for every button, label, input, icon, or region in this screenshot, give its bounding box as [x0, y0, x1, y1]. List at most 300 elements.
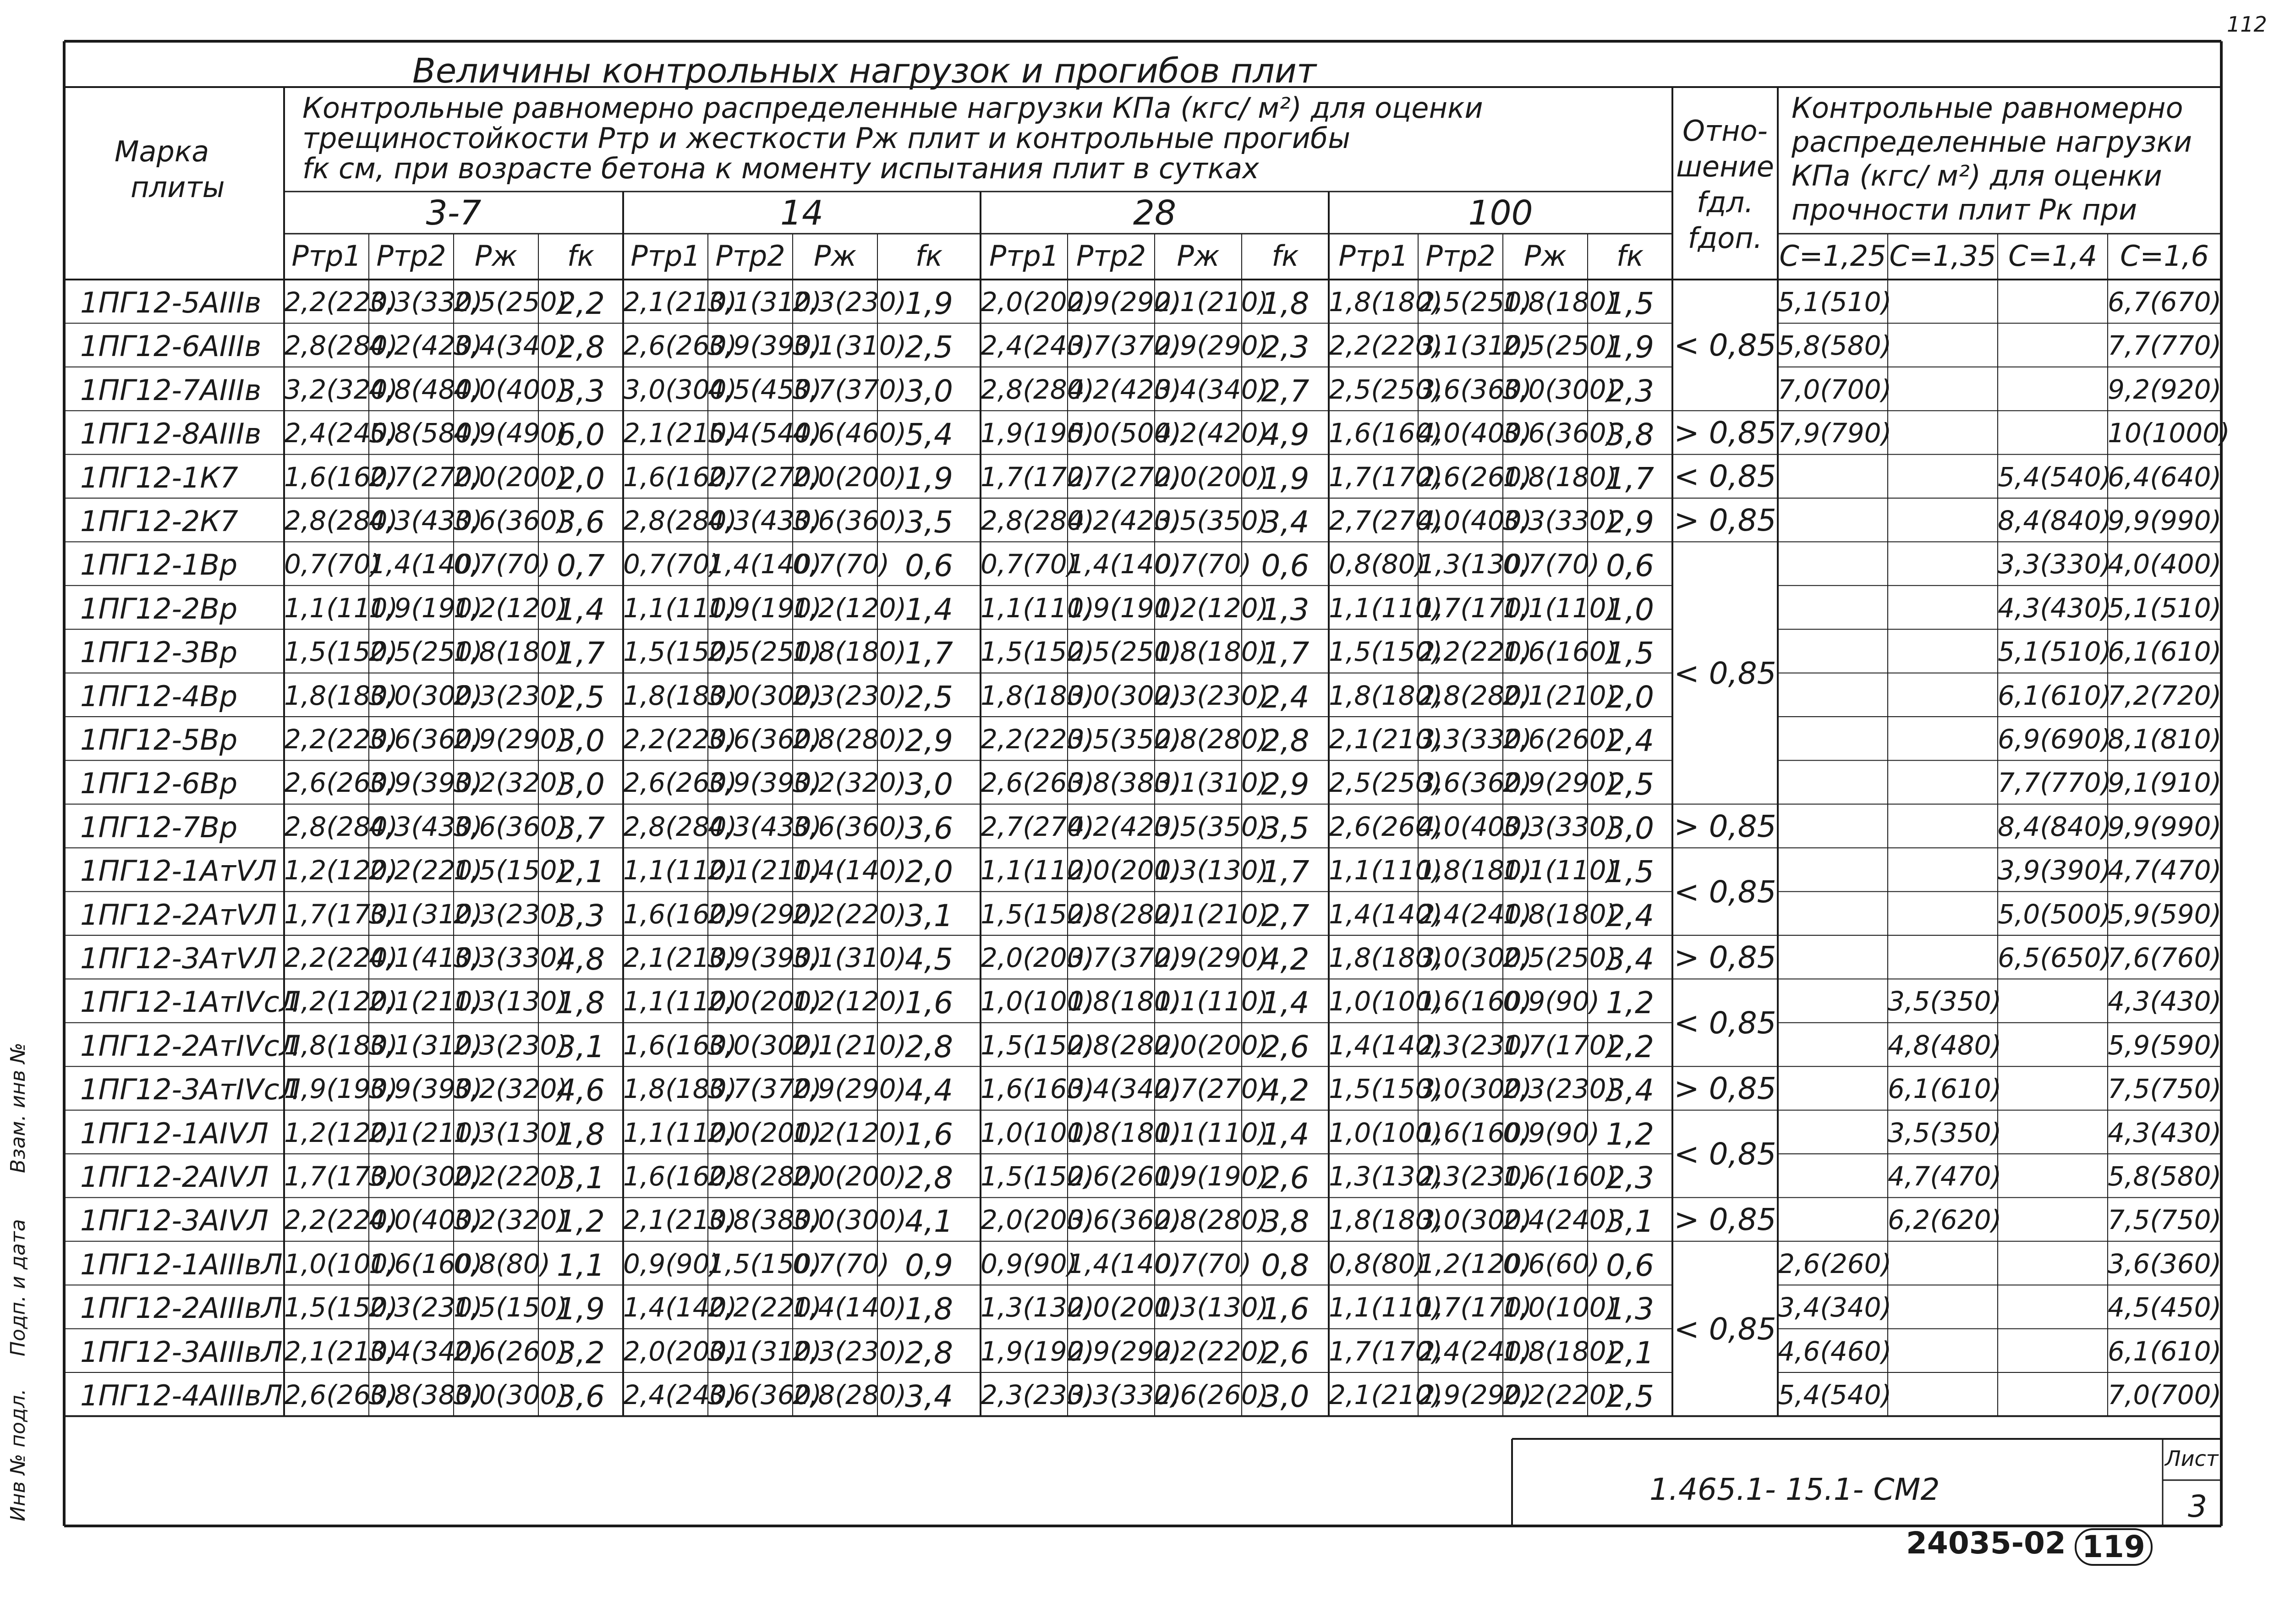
value-cell: 2,8 — [557, 329, 605, 365]
value-cell: 1,5(150) — [454, 855, 568, 886]
strength-cell: 6,1(610) — [2108, 1335, 2222, 1367]
value-cell: 2,5(250) — [1503, 942, 1617, 973]
value-cell: 2,7 — [1261, 898, 1310, 933]
strength-cell: 7,5(750) — [2108, 1073, 2222, 1105]
value-cell: 2,0 — [905, 854, 953, 890]
value-cell: 3,6(360) — [454, 505, 568, 536]
value-cell: 2,6(260) — [284, 1379, 398, 1410]
sub-col-header: Рж — [1523, 239, 1567, 273]
value-cell: 1,4 — [1261, 985, 1310, 1021]
value-cell: 2,5 — [905, 329, 953, 365]
sub-col-header: Ртр1 — [630, 239, 701, 273]
sub-col-header: Ртр2 — [1425, 239, 1496, 273]
value-cell: 2,3(230) — [1418, 1161, 1532, 1192]
ratio-value: < 0,85 — [1674, 874, 1776, 910]
strength-cell: 3,5(350) — [1888, 986, 2002, 1017]
plate-mark: 1ПГ12-5Вр — [80, 723, 238, 757]
value-cell: 2,8 — [905, 1160, 953, 1196]
plate-mark: 1ПГ12-8АIIIв — [80, 417, 262, 451]
value-cell: 0,8(80) — [454, 1248, 551, 1279]
value-cell: 1,6(160) — [623, 898, 737, 930]
value-cell: 1,4(140) — [369, 549, 483, 580]
value-cell: 4,8(480) — [369, 373, 483, 405]
value-cell: 3,7(370) — [793, 373, 907, 405]
value-cell: 1,9(190) — [1155, 1161, 1269, 1192]
value-cell: 2,5(250) — [1418, 286, 1532, 318]
value-cell: 1,1(110) — [1503, 592, 1617, 624]
value-cell: 2,6(260) — [1329, 811, 1443, 842]
value-cell: 3,8(380) — [1068, 767, 1182, 799]
plate-mark: 1ПГ12-1АтVЛ — [80, 854, 277, 888]
value-cell: 2,1(210) — [1329, 724, 1443, 755]
value-cell: 2,7(270) — [981, 811, 1095, 842]
value-cell: 4,8 — [557, 942, 605, 977]
value-cell: 3,6(360) — [708, 724, 822, 755]
value-cell: 1,6 — [1261, 1291, 1310, 1327]
value-cell: 1,4 — [1261, 1116, 1310, 1152]
value-cell: 4,0(400) — [369, 1204, 483, 1236]
value-cell: 1,1(110) — [1329, 592, 1443, 624]
strength-cell: 4,3(430) — [2108, 986, 2222, 1017]
value-cell: 0,9(90) — [981, 1248, 1078, 1279]
value-cell: 2,9 — [1606, 505, 1654, 540]
value-cell: 3,1(310) — [369, 1029, 483, 1061]
strength-cell: 4,5(450) — [2108, 1292, 2222, 1323]
value-cell: 3,3(330) — [1503, 505, 1617, 536]
plate-mark: 1ПГ12-1Вр — [80, 548, 238, 582]
value-cell: 1,9 — [1261, 461, 1310, 496]
stamp-sheet-number: 3 — [2188, 1489, 2207, 1524]
side-label-inv: Инв № подл. — [6, 1388, 30, 1521]
value-cell: 4,1(410) — [369, 942, 483, 973]
value-cell: 1,5(150) — [708, 1248, 822, 1279]
value-cell: 1,3(130) — [454, 1117, 568, 1148]
value-cell: 3,4 — [1606, 1073, 1654, 1108]
value-cell: 2,9(290) — [708, 898, 822, 930]
value-cell: 2,1 — [1606, 1335, 1654, 1371]
sub-col-header: Рж — [1177, 239, 1220, 273]
value-cell: 2,9(290) — [1503, 767, 1617, 799]
value-cell: 3,4(340) — [369, 1335, 483, 1367]
value-cell: 1,6(160) — [1329, 417, 1443, 449]
strength-cell: 4,7(470) — [1888, 1161, 2002, 1192]
plate-mark: 1ПГ12-2Вр — [80, 592, 238, 625]
value-cell: 2,3(230) — [1503, 1073, 1617, 1105]
value-cell: 3,0 — [1606, 810, 1654, 846]
value-cell: 1,8(180) — [1068, 986, 1182, 1017]
value-cell: 2,3 — [1606, 1160, 1654, 1196]
value-cell: 1,5(150) — [981, 1029, 1095, 1061]
value-cell: 2,5(250) — [454, 286, 568, 318]
value-cell: 1,7 — [905, 636, 953, 671]
value-cell: 0,6 — [905, 548, 953, 584]
ratio-value: > 0,85 — [1674, 939, 1776, 975]
value-cell: 1,3(130) — [1155, 855, 1269, 886]
value-cell: 4,2(420) — [1068, 811, 1182, 842]
value-cell: 1,1 — [557, 1247, 605, 1283]
value-cell: 2,2(220) — [1503, 1379, 1617, 1410]
value-cell: 1,8(180) — [1329, 1204, 1443, 1236]
value-cell: 3,7(370) — [1068, 942, 1182, 973]
value-cell: 1,5(150) — [623, 636, 737, 668]
value-cell: 2,4(240) — [1418, 898, 1532, 930]
value-cell: 2,6(260) — [454, 1335, 568, 1367]
value-cell: 1,4 — [905, 592, 953, 627]
value-cell: 2,5(250) — [1068, 636, 1182, 668]
strength-cell: 5,0(500) — [1998, 898, 2112, 930]
value-cell: 2,5(250) — [1329, 373, 1443, 405]
value-cell: 3,0(300) — [1068, 680, 1182, 711]
value-cell: 1,9 — [557, 1291, 605, 1327]
value-cell: 2,0(200) — [793, 461, 907, 493]
value-cell: 2,8(280) — [1155, 724, 1269, 755]
value-cell: 1,6(160) — [1418, 1117, 1532, 1148]
strength-cell: 4,3(430) — [2108, 1117, 2222, 1148]
stamp-sheet-label: Лист — [2165, 1446, 2219, 1471]
value-cell: 2,4 — [1606, 898, 1654, 933]
value-cell: 3,6(360) — [793, 505, 907, 536]
strength-cell: 9,9(990) — [2108, 811, 2222, 842]
value-cell: 2,1(210) — [1503, 680, 1617, 711]
value-cell: 3,5(350) — [1155, 505, 1269, 536]
value-cell: 2,2(220) — [708, 1292, 822, 1323]
plate-mark: 1ПГ12-2АIIIвЛ — [80, 1291, 283, 1325]
side-label-sign: Подп. и дата — [6, 1219, 30, 1356]
value-cell: 1,9(190) — [981, 1335, 1095, 1367]
plate-mark: 1ПГ12-1АтIVсЛ — [80, 985, 301, 1019]
value-cell: 1,8(180) — [284, 680, 398, 711]
sub-col-header: Ртр2 — [715, 239, 785, 273]
ratio-value: > 0,85 — [1674, 1070, 1776, 1106]
plate-mark: 1ПГ12-2К7 — [80, 505, 238, 538]
value-cell: 1,8(180) — [1329, 286, 1443, 318]
value-cell: 2,1(210) — [1329, 1379, 1443, 1410]
value-cell: 4,9 — [1261, 417, 1310, 453]
value-cell: 1,5(150) — [981, 898, 1095, 930]
value-cell: 2,4(240) — [1418, 1335, 1532, 1367]
value-cell: 1,8 — [557, 985, 605, 1021]
value-cell: 2,3(230) — [369, 1292, 483, 1323]
description-line: трещиностойкости Ртр и жесткости Рж плит и контрольные прогибы — [302, 121, 1351, 155]
value-cell: 2,2(220) — [284, 724, 398, 755]
strength-cell: 7,2(720) — [2108, 680, 2222, 711]
value-cell: 1,3(130) — [1155, 1292, 1269, 1323]
value-cell: 3,1(310) — [708, 286, 822, 318]
value-cell: 3,0(300) — [369, 1161, 483, 1192]
value-cell: 2,4 — [1261, 679, 1310, 715]
value-cell: 1,9(190) — [284, 1073, 398, 1105]
value-cell: 0,8(80) — [1329, 549, 1426, 580]
value-cell: 3,7(370) — [708, 1073, 822, 1105]
value-cell: 4,0(400) — [454, 373, 568, 405]
value-cell: 2,3(230) — [454, 1029, 568, 1061]
value-cell: 1,8(180) — [623, 680, 737, 711]
value-cell: 0,8 — [1261, 1247, 1310, 1283]
value-cell: 1,9 — [905, 286, 953, 321]
value-cell: 2,0 — [1606, 679, 1654, 715]
strength-cell: 7,6(760) — [2108, 942, 2222, 973]
plate-mark: 1ПГ12-3АIVЛ — [80, 1204, 269, 1238]
value-cell: 1,9 — [905, 461, 953, 496]
value-cell: 3,0(300) — [708, 680, 822, 711]
value-cell: 2,1(210) — [708, 855, 822, 886]
value-cell: 1,8(180) — [1068, 1117, 1182, 1148]
value-cell: 1,5 — [1606, 286, 1654, 321]
value-cell: 0,7 — [557, 548, 605, 584]
value-cell: 0,7(70) — [284, 549, 381, 580]
value-cell: 1,1(110) — [981, 592, 1095, 624]
strength-header-line: Контрольные равномерно — [1792, 91, 2183, 125]
strength-cell: 4,3(430) — [1998, 592, 2112, 624]
value-cell: 1,1(110) — [1329, 855, 1443, 886]
value-cell: 1,1(110) — [1503, 855, 1617, 886]
strength-cell: 4,0(400) — [2108, 549, 2222, 580]
value-cell: 1,2(120) — [284, 855, 398, 886]
value-cell: 2,3 — [1261, 329, 1310, 365]
value-cell: 4,2(420) — [1068, 505, 1182, 536]
value-cell: 3,0(300) — [623, 373, 737, 405]
value-cell: 2,6(260) — [981, 767, 1095, 799]
plate-mark: 1ПГ12-2АIVЛ — [80, 1160, 269, 1194]
value-cell: 1,6(160) — [623, 1161, 737, 1192]
strength-cell: 5,4(540) — [1778, 1379, 1892, 1410]
strength-cell: 4,7(470) — [2108, 855, 2222, 886]
value-cell: 2,2(220) — [369, 855, 483, 886]
ratio-value: < 0,85 — [1674, 328, 1776, 363]
value-cell: 0,7(70) — [454, 549, 551, 580]
ratio-header-line: шение — [1676, 150, 1774, 183]
plate-mark: 1ПГ12-3Вр — [80, 636, 238, 669]
mark-col-header-2: плиты — [131, 170, 225, 204]
value-cell: 2,8(280) — [623, 505, 737, 536]
ratio-value: < 0,85 — [1674, 459, 1776, 494]
value-cell: 3,3 — [557, 373, 605, 409]
value-cell: 3,5 — [905, 505, 953, 540]
strength-cell: 6,4(640) — [2108, 461, 2222, 493]
strength-cell: 8,1(810) — [2108, 724, 2222, 755]
value-cell: 3,9(390) — [369, 767, 483, 799]
strength-cell: 10(1000) — [2108, 417, 2230, 449]
c-col-header: С=1,35 — [1889, 239, 1996, 273]
value-cell: 2,8 — [905, 1335, 953, 1371]
ratio-header-line: fдоп. — [1688, 221, 1763, 255]
value-cell: 1,3 — [1606, 1291, 1654, 1327]
plate-mark: 1ПГ12-7АIIIв — [80, 373, 262, 407]
ratio-value: < 0,85 — [1674, 1005, 1776, 1041]
value-cell: 2,8(280) — [623, 811, 737, 842]
value-cell: 2,9 — [1261, 767, 1310, 802]
strength-cell: 2,6(260) — [1778, 1248, 1892, 1279]
value-cell: 2,3(230) — [454, 680, 568, 711]
archive-code: 24035-02 — [1906, 1525, 2066, 1561]
value-cell: 1,3 — [1261, 592, 1310, 627]
value-cell: 2,9(290) — [1068, 286, 1182, 318]
value-cell: 4,3(430) — [369, 505, 483, 536]
value-cell: 4,5 — [905, 942, 953, 977]
plate-mark: 1ПГ12-2АтIVсЛ — [80, 1029, 301, 1063]
value-cell: 1,4(140) — [1329, 1029, 1443, 1061]
value-cell: 4,3(430) — [369, 811, 483, 842]
strength-cell: 5,4(540) — [1998, 461, 2112, 493]
value-cell: 1,7(170) — [981, 461, 1095, 493]
value-cell: 3,6(360) — [1503, 417, 1617, 449]
value-cell: 3,4 — [905, 1379, 953, 1414]
value-cell: 3,1(310) — [793, 942, 907, 973]
value-cell: 1,3(130) — [454, 986, 568, 1017]
value-cell: 2,5 — [557, 679, 605, 715]
value-cell: 3,2(320) — [284, 373, 398, 405]
value-cell: 0,9 — [905, 1247, 953, 1283]
value-cell: 1,6 — [905, 1116, 953, 1152]
ratio-value: < 0,85 — [1674, 655, 1776, 691]
value-cell: 2,1(210) — [369, 1117, 483, 1148]
value-cell: 5,8(580) — [369, 417, 483, 449]
value-cell: 1,1(110) — [981, 855, 1095, 886]
value-cell: 2,3(230) — [793, 1335, 907, 1367]
value-cell: 0,7(70) — [793, 1248, 890, 1279]
value-cell: 2,4(240) — [1503, 1204, 1617, 1236]
value-cell: 2,0(200) — [1068, 855, 1182, 886]
value-cell: 2,8(280) — [981, 373, 1095, 405]
value-cell: 4,6 — [557, 1073, 605, 1108]
value-cell: 1,8 — [905, 1291, 953, 1327]
value-cell: 1,1(110) — [1329, 1292, 1443, 1323]
side-label-replace: Взам. инв № — [6, 1042, 30, 1173]
value-cell: 4,2(420) — [369, 330, 483, 362]
value-cell: 3,9(390) — [369, 1073, 483, 1105]
strength-cell: 5,1(510) — [2108, 592, 2222, 624]
value-cell: 1,1(110) — [284, 592, 398, 624]
value-cell: 2,1(210) — [1155, 286, 1269, 318]
value-cell: 1,8(180) — [1503, 286, 1617, 318]
value-cell: 2,8(280) — [1068, 1029, 1182, 1061]
plate-mark: 1ПГ12-1АIVЛ — [80, 1116, 269, 1150]
value-cell: 1,2(120) — [793, 986, 907, 1017]
value-cell: 1,5(150) — [454, 1292, 568, 1323]
plate-mark: 1ПГ12-4АIIIвЛ — [80, 1379, 283, 1412]
plate-mark: 1ПГ12-7Вр — [80, 810, 238, 844]
value-cell: 1,0(100) — [981, 1117, 1095, 1148]
sheet-title: Величины контрольных нагрузок и прогибов плит — [412, 51, 1316, 91]
value-cell: 2,1(210) — [623, 417, 737, 449]
value-cell: 3,2(320) — [454, 1073, 568, 1105]
value-cell: 4,9(490) — [454, 417, 568, 449]
c-col-header: С=1,25 — [1779, 239, 1886, 273]
strength-cell: 3,4(340) — [1778, 1292, 1892, 1323]
strength-cell: 6,2(620) — [1888, 1204, 2002, 1236]
value-cell: 2,2 — [1606, 1029, 1654, 1064]
ratio-value: < 0,85 — [1674, 1136, 1776, 1172]
value-cell: 0,6 — [1606, 548, 1654, 584]
value-cell: 2,3(230) — [793, 286, 907, 318]
value-cell: 2,3(230) — [1155, 680, 1269, 711]
value-cell: 2,9(290) — [1068, 1335, 1182, 1367]
value-cell: 2,8(280) — [981, 505, 1095, 536]
value-cell: 1,6(160) — [1503, 636, 1617, 668]
sub-col-header: fк — [1271, 239, 1299, 273]
value-cell: 2,5 — [1606, 1379, 1654, 1414]
value-cell: 3,6(360) — [708, 1379, 822, 1410]
strength-cell: 4,8(480) — [1888, 1029, 2002, 1061]
value-cell: 2,5 — [1606, 767, 1654, 802]
ratio-header-line: fдл. — [1696, 186, 1754, 219]
value-cell: 2,6 — [1261, 1160, 1310, 1196]
value-cell: 1,2(120) — [1155, 592, 1269, 624]
value-cell: 1,7(170) — [284, 1161, 398, 1192]
value-cell: 1,1(110) — [623, 986, 737, 1017]
value-cell: 2,4 — [1606, 723, 1654, 758]
value-cell: 3,9(390) — [708, 942, 822, 973]
plate-mark: 1ПГ12-6Вр — [80, 767, 238, 801]
value-cell: 1,8(180) — [454, 636, 568, 668]
value-cell: 1,0(100) — [1503, 1292, 1617, 1323]
value-cell: 4,0(400) — [1418, 417, 1532, 449]
value-cell: 0,6(60) — [1503, 1248, 1600, 1279]
value-cell: 1,3(130) — [1418, 549, 1532, 580]
value-cell: 1,1(110) — [623, 592, 737, 624]
value-cell: 2,7(270) — [1155, 1073, 1269, 1105]
value-cell: 2,2(220) — [284, 942, 398, 973]
value-cell: 3,0(300) — [1418, 1204, 1532, 1236]
value-cell: 1,1(110) — [1155, 986, 1269, 1017]
value-cell: 2,1(210) — [793, 1029, 907, 1061]
value-cell: 3,1 — [557, 1029, 605, 1064]
strength-cell: 9,1(910) — [2108, 767, 2222, 799]
plate-mark: 1ПГ12-2АтVЛ — [80, 898, 277, 932]
value-cell: 1,5(150) — [981, 1161, 1095, 1192]
description-line: Контрольные равномерно распределенные нагрузки КПа (кгс/ м²) для оценки — [302, 91, 1483, 125]
value-cell: 1,8(180) — [1503, 1335, 1617, 1367]
value-cell: 1,7(170) — [1418, 1292, 1532, 1323]
value-cell: 1,0 — [1606, 592, 1654, 627]
value-cell: 2,0(200) — [708, 1117, 822, 1148]
value-cell: 2,8 — [905, 1029, 953, 1064]
sub-col-header: Ртр1 — [989, 239, 1059, 273]
description-line: fк см, при возрасте бетона к моменту испытания плит в сутках — [302, 152, 1259, 185]
value-cell: 3,4(340) — [1155, 373, 1269, 405]
value-cell: 3,1(310) — [1418, 330, 1532, 362]
strength-cell: 9,9(990) — [2108, 505, 2222, 536]
ratio-value: < 0,85 — [1674, 1311, 1776, 1347]
value-cell: 3,8 — [1606, 417, 1654, 453]
value-cell: 1,5 — [1606, 636, 1654, 671]
stamp-code: 1.465.1- 15.1- СМ2 — [1649, 1472, 1940, 1507]
value-cell: 1,5(150) — [1329, 1073, 1443, 1105]
age-header-1: 14 — [780, 193, 824, 233]
value-cell: 2,6(260) — [284, 767, 398, 799]
value-cell: 5,4 — [905, 417, 953, 453]
value-cell: 3,1 — [557, 1160, 605, 1196]
value-cell: 1,6(160) — [623, 1029, 737, 1061]
value-cell: 2,1(210) — [369, 986, 483, 1017]
value-cell: 4,2 — [1261, 942, 1310, 977]
value-cell: 1,7 — [1606, 461, 1654, 496]
archive-number: 119 — [2075, 1528, 2153, 1566]
value-cell: 3,4 — [1261, 505, 1310, 540]
strength-cell: 7,0(700) — [2108, 1379, 2222, 1410]
value-cell: 1,9(190) — [708, 592, 822, 624]
value-cell: 3,1(310) — [793, 330, 907, 362]
value-cell: 3,0(300) — [1503, 373, 1617, 405]
value-cell: 1,1(110) — [623, 855, 737, 886]
value-cell: 2,1(210) — [284, 1335, 398, 1367]
value-cell: 1,7(170) — [1418, 592, 1532, 624]
value-cell: 1,8(180) — [1155, 636, 1269, 668]
value-cell: 2,8 — [1261, 723, 1310, 758]
value-cell: 2,2(220) — [454, 1161, 568, 1192]
value-cell: 3,0 — [557, 767, 605, 802]
value-cell: 1,5(150) — [284, 1292, 398, 1323]
